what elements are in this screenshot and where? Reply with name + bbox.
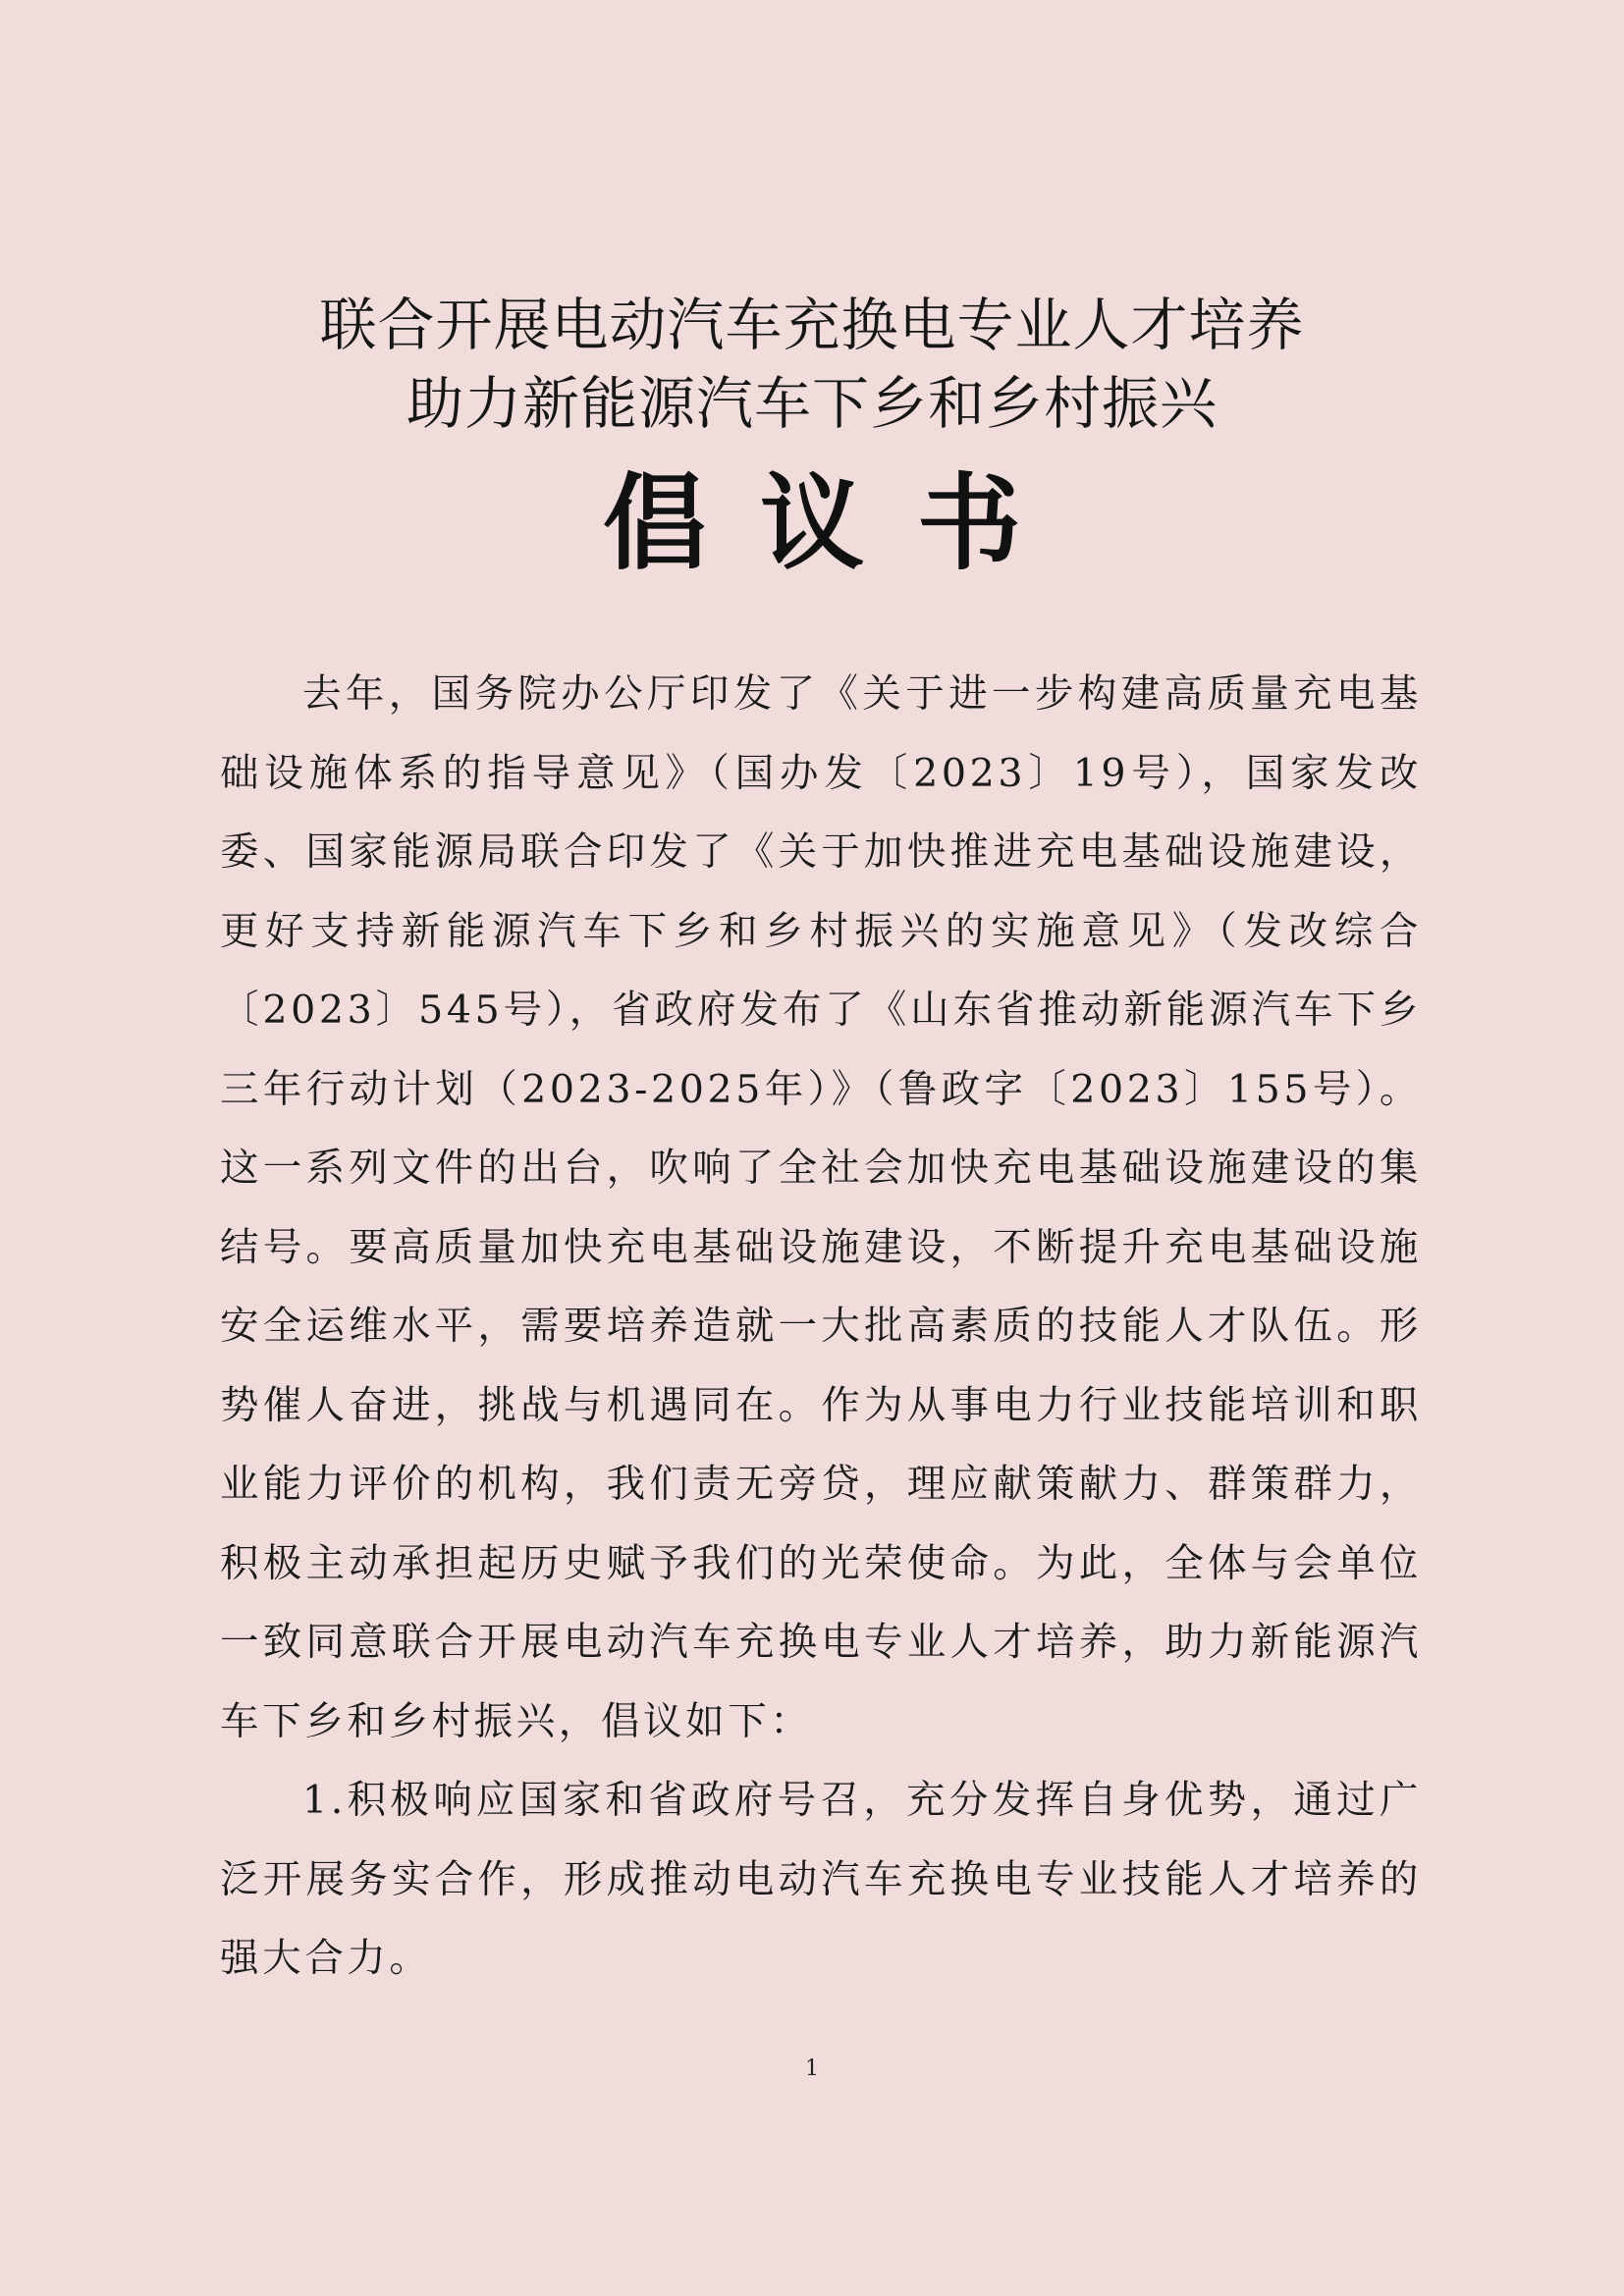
body-paragraph-2: 1.积极响应国家和省政府号召，充分发挥自身优势，通过广泛开展务实合作，形成推动电动汽车充换电专业技能人才培养的强大合力。 <box>220 1778 1422 1981</box>
document-body <box>220 655 1422 1999</box>
page-number: 1 <box>805 2056 819 2081</box>
document-title-line-1: 联合开展电动汽车充换电专业人才培养 <box>319 292 1305 358</box>
document-heading: 倡议书 <box>603 463 1074 584</box>
document-title-line-2: 助力新能源汽车下乡和乡村振兴 <box>406 370 1218 437</box>
body-paragraph-1: 去年，国务院办公厅印发了《关于进一步构建高质量充电基础设施体系的指导意见》（国办发〔2023〕19号），国家发改委、国家能源局联合印发了《关于加快推进充电基础设施建设，更好支持新能源汽车下乡和乡村振兴的实施意见》（发改综合〔2023〕545号），省政府发布了《山东省推动新能源汽车下乡三年行动计划（2023-2025年）》（鲁政字〔2023〕155号）。这一系列文件的出台，吹响了全社会加快充电基础设施建设的集结号。要高质量加快充电基础设施建设，不断提升充电基础设施安全运维水平，需要培养造就一大批高素质的技能人才队伍。形势催人奋进，挑战与机遇同在。作为从事电力行业技能培训和职业能力评价的机构，我们责无旁贷，理应献策献力、群策群力，积极主动承担起历史赋予我们的光荣使命。为此，全体与会单位一致同意联合开展电动汽车充换电专业人才培养，助力新能源汽车下乡和乡村振兴，倡议如下： <box>220 671 1422 1744</box>
